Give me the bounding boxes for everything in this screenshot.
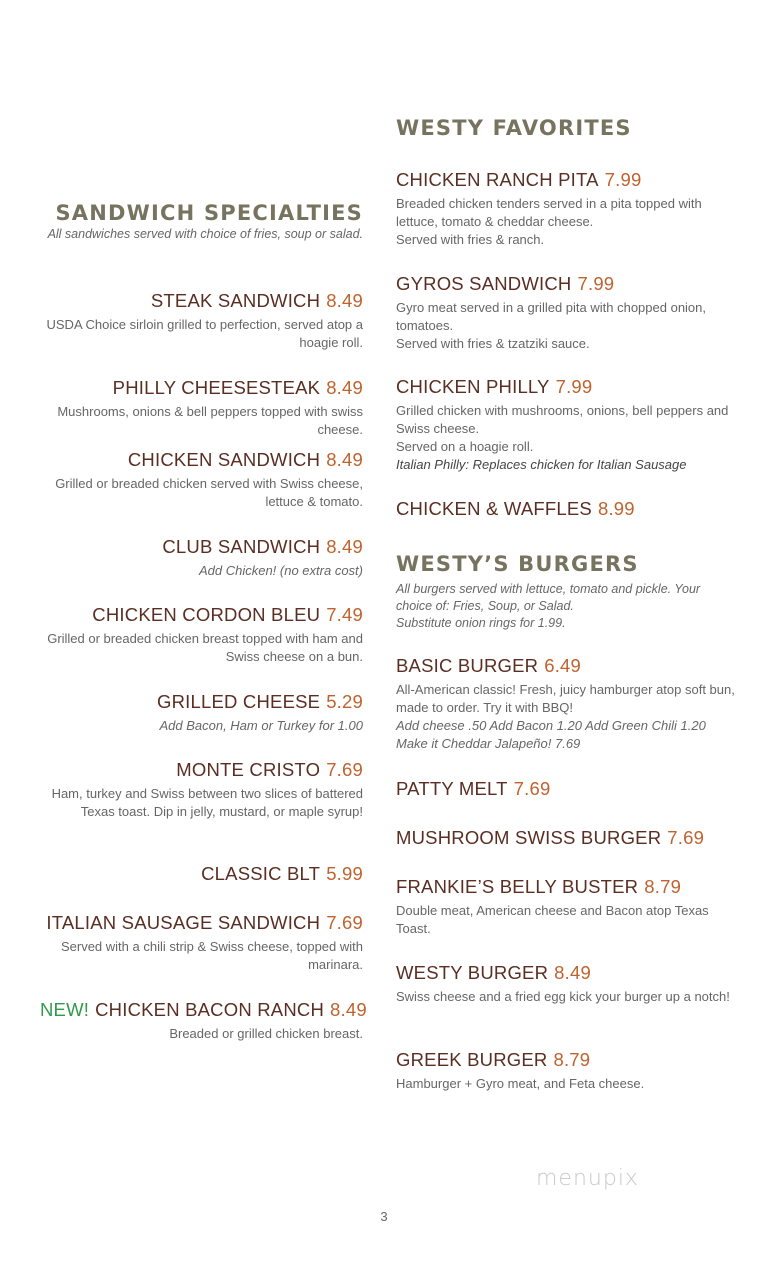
item-price: 7.99 — [577, 273, 615, 294]
item-description: Swiss cheese and a fried egg kick your burger up a notch! — [396, 989, 730, 1004]
menu-item — [40, 376, 363, 439]
item-price: 8.49 — [326, 536, 363, 557]
menu-item — [396, 961, 736, 1006]
item-description: Make it Cheddar Jalapeño! 7.69 — [396, 736, 581, 751]
item-price: 6.49 — [544, 655, 582, 676]
item-name: CLUB SANDWICH — [162, 536, 321, 557]
item-description: Served with fries & ranch. — [396, 232, 545, 247]
westy-favorites-header — [396, 115, 736, 141]
item-price: 7.69 — [326, 912, 363, 933]
menu-item — [396, 777, 736, 800]
item-price: 7.49 — [326, 604, 363, 625]
item-name: CHICKEN SANDWICH — [127, 449, 321, 470]
section-note: All sandwiches served with choice of fries, soup or salad. — [47, 227, 363, 241]
item-name: GREEK BURGER — [396, 1049, 548, 1070]
item-name: CHICKEN BACON RANCH — [95, 999, 325, 1020]
item-description: Served with fries & tzatziki sauce. — [396, 336, 590, 351]
menu-item — [396, 497, 736, 520]
item-price: 8.79 — [644, 876, 682, 897]
section-note: Substitute onion rings for 1.99. — [396, 616, 566, 630]
menu-item — [396, 1048, 736, 1093]
item-description: Double meat, American cheese and Bacon atop Texas Toast. — [396, 903, 709, 936]
menu-item — [40, 690, 363, 735]
menu-item — [396, 826, 736, 849]
item-name: CHICKEN & WAFFLES — [396, 498, 592, 519]
item-price: 5.99 — [326, 863, 363, 884]
menu-item — [40, 603, 363, 666]
item-description: Add cheese .50 Add Bacon 1.20 Add Green Chili 1.20 — [396, 718, 706, 733]
item-price: 7.99 — [604, 169, 642, 190]
menu-item — [40, 289, 363, 352]
menu-item — [396, 654, 736, 753]
item-price: 5.29 — [326, 691, 363, 712]
item-name: GYROS SANDWICH — [396, 273, 572, 294]
menu-item — [396, 272, 736, 353]
item-name: CHICKEN CORDON BLEU — [92, 604, 321, 625]
item-name: CHICKEN PHILLY — [396, 376, 550, 397]
new-badge: NEW! — [40, 999, 90, 1020]
item-name: WESTY BURGER — [396, 962, 549, 983]
menu-item — [396, 375, 736, 474]
item-price: 7.99 — [555, 376, 593, 397]
item-name: STEAK SANDWICH — [150, 290, 321, 311]
item-description: Served with a chili strip & Swiss cheese, topped with marinara. — [60, 939, 363, 972]
item-description: Add Bacon, Ham or Turkey for 1.00 — [159, 718, 363, 733]
menu-item — [40, 448, 363, 511]
item-name: MONTE CRISTO — [176, 759, 321, 780]
item-description: Grilled or breaded chicken served with Swiss cheese, lettuce & tomato. — [55, 476, 363, 509]
item-name: PHILLY CHEESESTEAK — [112, 377, 321, 398]
item-price: 8.49 — [326, 377, 363, 398]
item-description: All-American classic! Fresh, juicy hamburger atop soft bun, made to order. Try it with BBQ! — [396, 682, 735, 715]
item-description: Served on a hoagie roll. — [396, 439, 534, 454]
item-price: 7.69 — [513, 778, 551, 799]
item-description: Italian Philly: Replaces chicken for Italian Sausage — [396, 457, 687, 472]
item-description: Breaded or grilled chicken breast. — [169, 1026, 363, 1041]
menu-item — [40, 535, 363, 580]
item-price: 8.49 — [326, 449, 363, 470]
menu-item — [40, 998, 367, 1043]
item-description: Breaded chicken tenders served in a pita topped with lettuce, tomato & cheddar cheese. — [396, 196, 702, 229]
item-name: CLASSIC BLT — [201, 863, 321, 884]
menu-item — [40, 862, 363, 885]
item-name: FRANKIE’S BELLY BUSTER — [396, 876, 639, 897]
page-number: 3 — [380, 1209, 388, 1224]
item-description: USDA Choice sirloin grilled to perfection, served atop a hoagie roll. — [46, 317, 363, 350]
item-price: 8.49 — [330, 999, 367, 1020]
section-title: WESTY FAVORITES — [396, 116, 632, 140]
sandwich-specialties-header — [40, 200, 363, 243]
section-title: WESTY’S BURGERS — [396, 552, 639, 576]
item-name: BASIC BURGER — [396, 655, 539, 676]
menu-item — [396, 168, 736, 249]
item-price: 7.69 — [667, 827, 705, 848]
section-note: All burgers served with lettuce, tomato and pickle. Your choice of: Fries, Soup, or Salad. — [396, 582, 701, 613]
item-name: GRILLED CHEESE — [157, 691, 321, 712]
section-title: SANDWICH SPECIALTIES — [55, 201, 363, 225]
item-price: 8.49 — [326, 290, 363, 311]
item-price: 8.99 — [597, 498, 635, 519]
item-price: 7.69 — [326, 759, 363, 780]
item-description: Grilled chicken with mushrooms, onions, bell peppers and Swiss cheese. — [396, 403, 729, 436]
item-name: ITALIAN SAUSAGE SANDWICH — [46, 912, 321, 933]
item-price: 8.49 — [554, 962, 591, 983]
item-description: Gyro meat served in a grilled pita with chopped onion, tomatoes. — [396, 300, 707, 333]
item-description: Hamburger + Gyro meat, and Feta cheese. — [396, 1076, 645, 1091]
menu-item — [396, 875, 736, 938]
item-name: CHICKEN RANCH PITA — [396, 169, 599, 190]
item-name: MUSHROOM SWISS BURGER — [396, 827, 662, 848]
item-description: Ham, turkey and Swiss between two slices of battered Texas toast. Dip in jelly, mustard, or maple syrup! — [51, 786, 363, 819]
item-description: Grilled or breaded chicken breast topped with ham and Swiss cheese on a bun. — [47, 631, 363, 664]
item-price: 8.79 — [553, 1049, 591, 1070]
menu-item — [40, 758, 363, 821]
westys-burgers-header — [396, 551, 736, 632]
item-description: Mushrooms, onions & bell peppers topped with swiss cheese. — [57, 404, 363, 437]
item-name: PATTY MELT — [396, 778, 508, 799]
watermark: menupix — [536, 1166, 639, 1191]
menu-item — [40, 911, 363, 974]
item-description: Add Chicken! (no extra cost) — [198, 563, 363, 578]
